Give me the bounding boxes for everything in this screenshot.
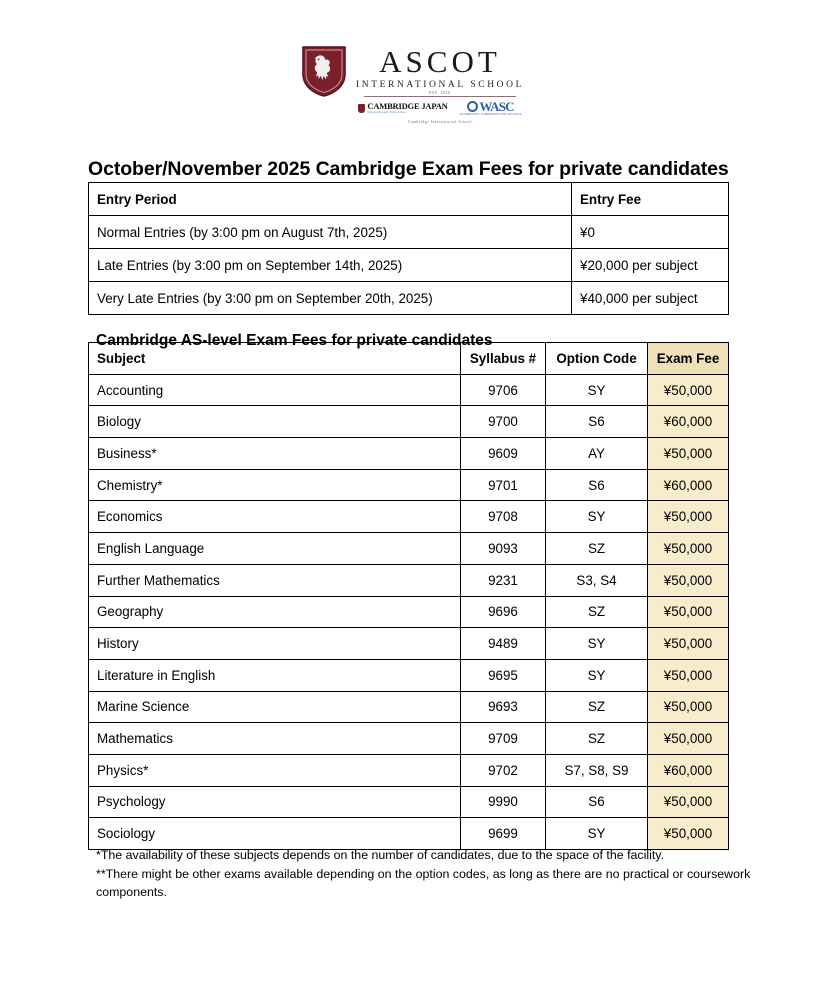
wasc-badge-label: WASC [479,99,514,114]
subject-cell: Further Mathematics [89,564,461,596]
subject-cell: Chemistry* [89,469,461,501]
option-code-cell: SY [546,818,648,850]
logo-school-name: ASCOT [379,44,501,79]
column-header-subject: Subject [89,343,461,375]
exam-fee-cell: ¥50,000 [648,786,729,818]
table-row [89,691,729,723]
table-row [89,659,729,691]
option-code-cell: SY [546,374,648,406]
syllabus-cell: 9709 [461,723,546,755]
wasc-ring-icon [467,101,478,112]
option-code-cell: S7, S8, S9 [546,754,648,786]
exam-fee-cell: ¥50,000 [648,691,729,723]
table-row [89,818,729,850]
syllabus-cell: 9489 [461,628,546,660]
table-header-row [89,183,729,216]
entry-period-cell: Late Entries (by 3:00 pm on September 14th, 2025) [89,249,572,282]
option-code-cell: SY [546,501,648,533]
table-header-row [89,343,729,375]
exam-fee-cell: ¥50,000 [648,628,729,660]
exam-fee-cell: ¥60,000 [648,469,729,501]
table-row [89,282,729,315]
syllabus-cell: 9093 [461,533,546,565]
accreditation-badges [358,100,521,117]
subject-cell: Accounting [89,374,461,406]
footnote-single-asterisk: *The availability of these subjects depends on the number of candidates, due to the space of the facility. [96,848,665,862]
syllabus-cell: 9702 [461,754,546,786]
cambridge-shield-icon [358,104,365,113]
entry-fee-cell: ¥0 [572,216,729,249]
column-header-entry-fee: Entry Fee [572,183,729,216]
table-row [89,723,729,755]
entry-fee-cell: ¥40,000 per subject [572,282,729,315]
exam-fee-cell: ¥60,000 [648,406,729,438]
syllabus-cell: 9708 [461,501,546,533]
subject-cell: Biology [89,406,461,438]
option-code-cell: SZ [546,691,648,723]
entry-fee-cell: ¥20,000 per subject [572,249,729,282]
syllabus-cell: 9699 [461,818,546,850]
page-title: October/November 2025 Cambridge Exam Fees for private candidates [88,158,729,181]
logo-divider [364,96,516,97]
column-header-entry-period: Entry Period [89,183,572,216]
syllabus-cell: 9693 [461,691,546,723]
section-title: Cambridge AS-level Exam Fees for private candidates [96,331,493,349]
wasc-badge [460,100,522,117]
option-code-cell: S6 [546,786,648,818]
entry-period-cell: Normal Entries (by 3:00 pm on August 7th, 2025) [89,216,572,249]
subject-cell: History [89,628,461,660]
table-row [89,754,729,786]
subject-cell: Marine Science [89,691,461,723]
table-row [89,786,729,818]
cambridge-badge-label: CAMBRIDGE JAPAN [367,100,448,111]
subject-cell: Sociology [89,818,461,850]
logo-established: EST. 2010 [429,91,451,95]
column-header-exam-fee: Exam Fee [648,343,729,375]
footnote-double-asterisk: **There might be other exams available depending on the option codes, as long as there are no practical or coursework components. [96,866,751,899]
option-code-cell: SY [546,628,648,660]
exam-fee-cell: ¥50,000 [648,501,729,533]
logo-tagline: Cambridge International School [407,119,473,124]
exam-fee-cell: ¥50,000 [648,374,729,406]
table-row [89,374,729,406]
exam-fee-cell: ¥50,000 [648,723,729,755]
table-row [89,501,729,533]
syllabus-cell: 9990 [461,786,546,818]
subject-cell: Economics [89,501,461,533]
syllabus-cell: 9700 [461,406,546,438]
column-header-syllabus: Syllabus # [461,343,546,375]
as-level-fees-table [88,342,729,850]
exam-fee-cell: ¥50,000 [648,596,729,628]
table-row [89,438,729,470]
option-code-cell: S6 [546,469,648,501]
syllabus-cell: 9706 [461,374,546,406]
syllabus-cell: 9701 [461,469,546,501]
exam-fee-cell: ¥60,000 [648,754,729,786]
syllabus-cell: 9696 [461,596,546,628]
table-row [89,216,729,249]
exam-fee-cell: ¥50,000 [648,564,729,596]
exam-fee-cell: ¥50,000 [648,533,729,565]
syllabus-cell: 9695 [461,659,546,691]
option-code-cell: SY [546,659,648,691]
table-row [89,406,729,438]
table-row [89,628,729,660]
option-code-cell: SZ [546,596,648,628]
table-row [89,249,729,282]
table-row [89,469,729,501]
footnotes [96,847,786,903]
subject-cell: Geography [89,596,461,628]
table-row [89,596,729,628]
option-code-cell: AY [546,438,648,470]
logo-school-subtitle: INTERNATIONAL SCHOOL [355,80,524,90]
subject-cell: Literature in English [89,659,461,691]
table-row [89,533,729,565]
option-code-cell: SZ [546,723,648,755]
exam-fee-cell: ¥50,000 [648,438,729,470]
column-header-option-code: Option Code [546,343,648,375]
entry-period-table [88,182,729,315]
subject-cell: English Language [89,533,461,565]
school-logo [0,44,825,124]
subject-cell: Physics* [89,754,461,786]
entry-period-cell: Very Late Entries (by 3:00 pm on September 20th, 2025) [89,282,572,315]
syllabus-cell: 9231 [461,564,546,596]
table-row [89,564,729,596]
option-code-cell: S6 [546,406,648,438]
syllabus-cell: 9609 [461,438,546,470]
wasc-badge-sublabel: ACCREDITING COMMISSION FOR SCHOOLS [459,113,522,116]
cambridge-japan-badge [358,102,447,115]
subject-cell: Business* [89,438,461,470]
cambridge-badge-sublabel: International Education [367,110,407,115]
option-code-cell: S3, S4 [546,564,648,596]
exam-fee-cell: ¥50,000 [648,659,729,691]
subject-cell: Mathematics [89,723,461,755]
option-code-cell: SZ [546,533,648,565]
subject-cell: Psychology [89,786,461,818]
shield-crest-icon [301,44,347,98]
exam-fee-cell: ¥50,000 [648,818,729,850]
